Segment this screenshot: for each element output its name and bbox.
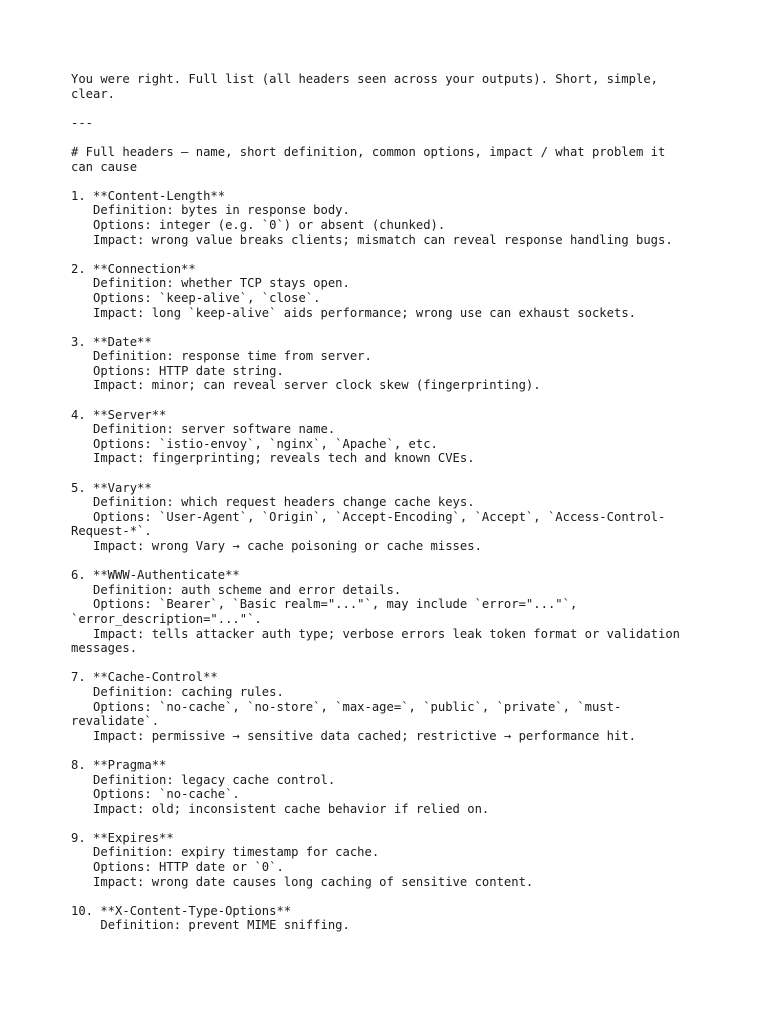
document-line — [71, 247, 711, 262]
document-line: Options: `no-cache`, `no-store`, `max-age=`, `public`, `private`, `must- — [71, 699, 622, 714]
document-line: 5. **Vary** — [71, 480, 152, 495]
document-line: 4. **Server** — [71, 407, 167, 422]
document-text — [71, 72, 711, 933]
document-line: Options: `keep-alive`, `close`. — [71, 290, 321, 305]
document-line: 2. **Connection** — [71, 261, 196, 276]
document-line: Options: `Bearer`, `Basic realm="..."`, may include `error="..."`, — [71, 597, 578, 612]
document-line: Impact: old; inconsistent cache behavior if relied on. — [71, 801, 490, 816]
document-line: Definition: bytes in response body. — [71, 203, 350, 218]
document-line: # Full headers — name, short definition, common options, impact / what problem it — [71, 144, 666, 159]
document-line — [71, 320, 711, 335]
document-line: Impact: permissive → sensitive data cached; restrictive → performance hit. — [71, 728, 636, 743]
document-line: messages. — [71, 641, 138, 656]
document-line — [71, 101, 711, 116]
document-line — [71, 816, 711, 831]
document-line: `error_description="..."`. — [71, 611, 262, 626]
document-line: clear. — [71, 86, 116, 101]
document-line: 10. **X-Content-Type-Options** — [71, 903, 292, 918]
document-line: Options: `User-Agent`, `Origin`, `Accept-Encoding`, `Accept`, `Access-Control- — [71, 509, 666, 524]
document-line — [71, 130, 711, 145]
document-line: can cause — [71, 159, 138, 174]
document-line: Definition: response time from server. — [71, 349, 372, 364]
document-line: 8. **Pragma** — [71, 757, 167, 772]
document-line: Definition: caching rules. — [71, 684, 284, 699]
document-line: Definition: expiry timestamp for cache. — [71, 845, 380, 860]
document-line: Impact: fingerprinting; reveals tech and known CVEs. — [71, 451, 475, 466]
document-line: Impact: long `keep-alive` aids performance; wrong use can exhaust sockets. — [71, 305, 636, 320]
document-line: Definition: which request headers change cache keys. — [71, 495, 475, 510]
document-line: Definition: whether TCP stays open. — [71, 276, 350, 291]
document-line — [71, 656, 711, 671]
document-line: Options: integer (e.g. `0`) or absent (chunked). — [71, 217, 446, 232]
document-line: --- — [71, 115, 94, 130]
document-line: Definition: auth scheme and error details. — [71, 582, 402, 597]
document-line: 1. **Content-Length** — [71, 188, 226, 203]
document-line: Definition: prevent MIME sniffing. — [71, 918, 350, 933]
document-line — [71, 174, 711, 189]
document-line: Definition: server software name. — [71, 422, 336, 437]
document-line — [71, 554, 711, 569]
document-line — [71, 743, 711, 758]
document-line: Definition: legacy cache control. — [71, 772, 336, 787]
document-line: Impact: tells attacker auth type; verbose errors leak token format or validation — [71, 626, 681, 641]
document-line: Options: `istio-envoy`, `nginx`, `Apache`, etc. — [71, 436, 438, 451]
document-line — [71, 889, 711, 904]
document-line: Options: `no-cache`. — [71, 787, 240, 802]
document-line: Request-*`. — [71, 524, 152, 539]
document-line: revalidate`. — [71, 714, 160, 729]
document-line: 9. **Expires** — [71, 830, 174, 845]
document-line — [71, 393, 711, 408]
document-line: Options: HTTP date string. — [71, 363, 284, 378]
document-line: You were right. Full list (all headers seen across your outputs). Short, simple, — [71, 72, 658, 86]
document-line: Impact: minor; can reveal server clock skew (fingerprinting). — [71, 378, 541, 393]
document-line: Impact: wrong date causes long caching of sensitive content. — [71, 874, 534, 889]
document-line: Impact: wrong value breaks clients; mismatch can reveal response handling bugs. — [71, 232, 673, 247]
document-line: 3. **Date** — [71, 334, 152, 349]
document-line: 7. **Cache-Control** — [71, 670, 218, 685]
document-line: Impact: wrong Vary → cache poisoning or cache misses. — [71, 539, 482, 553]
document-line: 6. **WWW-Authenticate** — [71, 568, 240, 583]
document-line — [71, 466, 711, 481]
document-line: Options: HTTP date or `0`. — [71, 860, 284, 875]
